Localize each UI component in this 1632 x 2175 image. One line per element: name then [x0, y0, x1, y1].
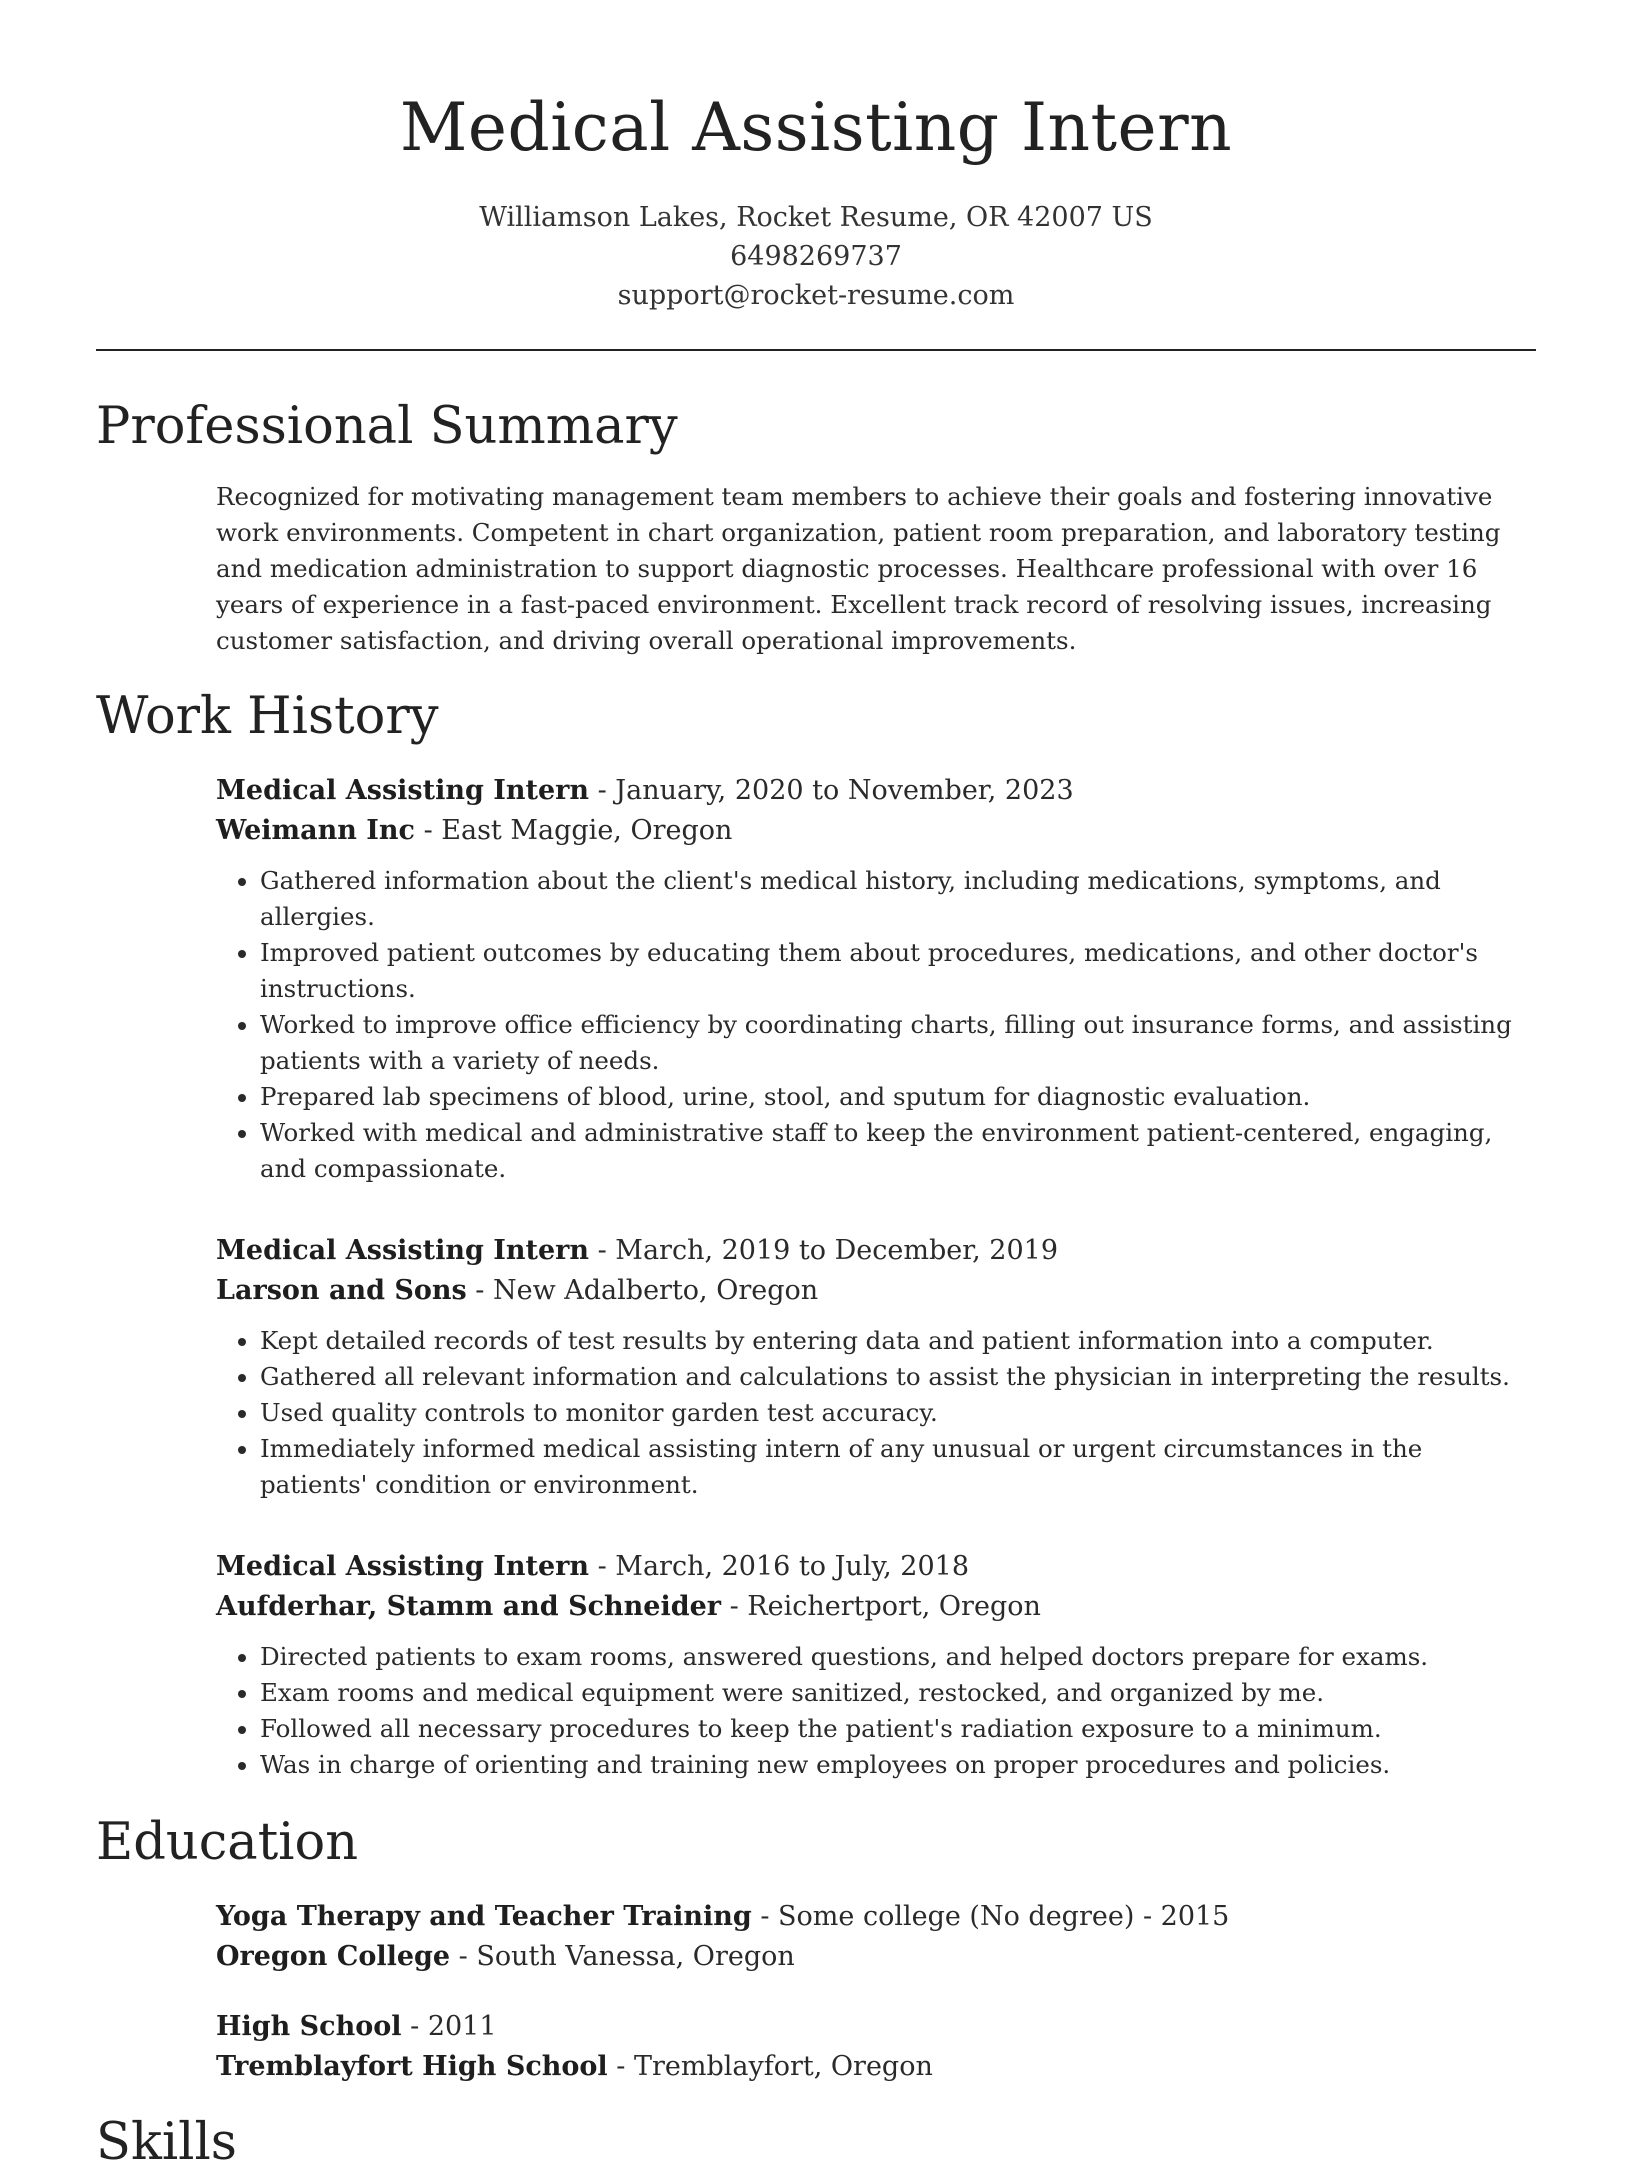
job-position: Medical Assisting Intern	[216, 775, 590, 806]
candidate-name: Medical Assisting Intern	[399, 89, 1233, 166]
education-school-line	[216, 1937, 1536, 1977]
job-bullet: • Improved patient outcomes by educating them about procedures, medications, and other doctor's instructions.	[260, 935, 1536, 1007]
job-bullets	[216, 1323, 1536, 1503]
job-dates: - January, 2020 to November, 2023	[589, 775, 1074, 806]
section-title-work-history: Work History	[96, 687, 439, 746]
education-program-line	[216, 1897, 1536, 1937]
job-company-line	[216, 811, 1536, 851]
job-bullet: • Kept detailed records of test results by entering data and patient information into a computer.	[260, 1323, 1536, 1359]
job-company: Weimann Inc	[216, 815, 415, 846]
job-bullet: • Gathered all relevant information and calculations to assist the physician in interpreting the results.	[260, 1359, 1536, 1395]
job-dates: - March, 2019 to December, 2019	[589, 1235, 1059, 1266]
education-detail: - 2011	[401, 2011, 497, 2042]
job-position: Medical Assisting Intern	[216, 1235, 590, 1266]
education-detail: - Some college (No degree) - 2015	[751, 1901, 1230, 1932]
job-bullets	[216, 863, 1536, 1187]
job-bullet: • Worked with medical and administrative staff to keep the environment patient-centered, engaging, and compassionate.	[260, 1115, 1536, 1187]
header-divider	[96, 349, 1536, 351]
job-bullet: • Followed all necessary procedures to keep the patient's radiation exposure to a minimum.	[260, 1711, 1536, 1747]
education-location: - Tremblayfort, Oregon	[607, 2051, 933, 2082]
contact-phone: 6498269737	[730, 241, 902, 272]
job-location: - New Adalberto, Oregon	[466, 1275, 819, 1306]
contact-email: support@rocket-resume.com	[617, 280, 1015, 311]
job-bullet: • Prepared lab specimens of blood, urine, stool, and sputum for diagnostic evaluation.	[260, 1079, 1536, 1115]
job-bullet: • Directed patients to exam rooms, answered questions, and helped doctors prepare for exams.	[260, 1639, 1536, 1675]
job-location: - Reichertport, Oregon	[720, 1591, 1041, 1622]
job-entry	[216, 1547, 1536, 1783]
education-entry	[216, 2007, 1536, 2087]
job-title-line	[216, 1547, 1536, 1587]
education-school: Tremblayfort High School	[216, 2051, 608, 2082]
education-program: High School	[216, 2011, 402, 2042]
section-title-education: Education	[96, 1813, 359, 1872]
section-title-summary: Professional Summary	[96, 397, 678, 456]
job-bullet: • Exam rooms and medical equipment were sanitized, restocked, and organized by me.	[260, 1675, 1536, 1711]
education-school: Oregon College	[216, 1941, 451, 1972]
education-program: Yoga Therapy and Teacher Training	[216, 1901, 752, 1932]
education-school-line	[216, 2047, 1536, 2087]
job-dates: - March, 2016 to July, 2018	[589, 1551, 970, 1582]
section-title-skills: Skills	[96, 2113, 237, 2172]
job-company: Larson and Sons	[216, 1275, 467, 1306]
job-bullet: • Used quality controls to monitor garden test accuracy.	[260, 1395, 1536, 1431]
resume-header	[96, 0, 1536, 315]
job-bullets	[216, 1639, 1536, 1783]
job-location: - East Maggie, Oregon	[414, 815, 733, 846]
education-entry	[216, 1897, 1536, 1977]
job-bullet: • Immediately informed medical assisting intern of any unusual or urgent circumstances in the patients' condition or environment.	[260, 1431, 1536, 1503]
job-position: Medical Assisting Intern	[216, 1551, 590, 1582]
contact-address: Williamson Lakes, Rocket Resume, OR 42007 US	[479, 202, 1153, 233]
job-entry	[216, 771, 1536, 1187]
job-bullet: • Gathered information about the client's medical history, including medications, symptoms, and allergies.	[260, 863, 1536, 935]
education-location: - South Vanessa, Oregon	[450, 1941, 795, 1972]
summary-text: Recognized for motivating management team members to achieve their goals and fostering innovative work environments. Competent in chart organization, patient room preparation, and laboratory testing and medication administration to support diagnostic processes. Healthcare professional with over 16 years of experience in a fast-paced environment. Excellent track record of resolving issues, increasing customer satisfaction, and driving overall operational improvements.	[216, 482, 1501, 655]
job-bullet: • Worked to improve office efficiency by coordinating charts, filling out insurance forms, and assisting patients with a variety of needs.	[260, 1007, 1536, 1079]
job-title-line	[216, 1231, 1536, 1271]
education-program-line	[216, 2007, 1536, 2047]
contact-info	[96, 198, 1536, 315]
job-company-line	[216, 1271, 1536, 1311]
job-company: Aufderhar, Stamm and Schneider	[216, 1591, 721, 1622]
job-company-line	[216, 1587, 1536, 1627]
job-bullet: • Was in charge of orienting and training new employees on proper procedures and policies.	[260, 1747, 1536, 1783]
job-title-line	[216, 771, 1536, 811]
job-entry	[216, 1231, 1536, 1503]
